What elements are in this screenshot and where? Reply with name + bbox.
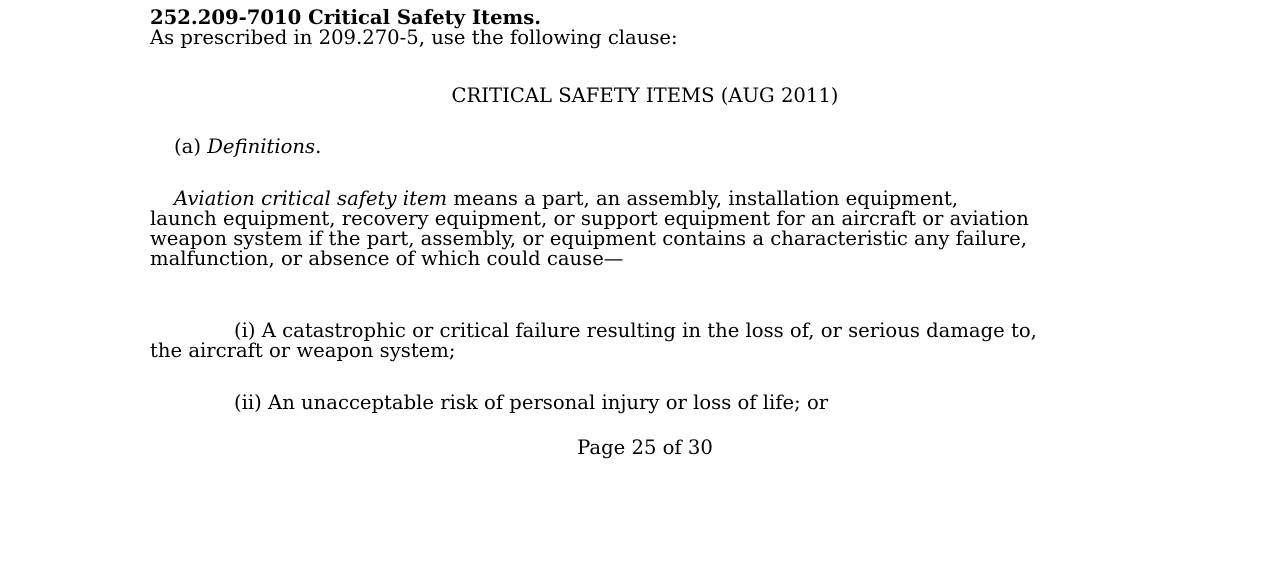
item-ii-paragraph: (ii) An unacceptable risk of personal injury or loss of life; or [234,391,829,414]
aviation-definition-line-2: launch equipment, recovery equipment, or support equipment for an aircraft or aviation [150,207,1029,230]
definitions-label: Definitions [207,135,316,158]
item-i-line-2: the aircraft or weapon system; [150,339,456,362]
aviation-definition-line-1-rest: means a part, an assembly, installation equipment, [447,187,959,210]
aviation-term: Aviation critical safety item [174,187,448,210]
definitions-marker: (a) [174,135,208,158]
aviation-definition-line-4: malfunction, or absence of which could cause— [150,247,624,270]
item-i-line-1: (i) A catastrophic or critical failure resulting in the loss of, or serious damage to, [234,319,1037,342]
aviation-definition-line-3: weapon system if the part, assembly, or equipment contains a characteristic any failure, [150,227,1027,250]
clause-title: CRITICAL SAFETY ITEMS (AUG 2011) [451,84,839,107]
prescription-text: As prescribed in 209.270-5, use the following clause: [150,26,678,49]
definitions-paragraph [174,137,321,157]
item-i-paragraph [150,321,1037,361]
definitions-period: . [315,135,322,158]
aviation-definition-line-1 [150,189,1140,209]
aviation-definition-paragraph [150,189,1140,269]
page-number: Page 25 of 30 [577,436,713,459]
section-heading: 252.209-7010 Critical Safety Items. [150,6,542,29]
